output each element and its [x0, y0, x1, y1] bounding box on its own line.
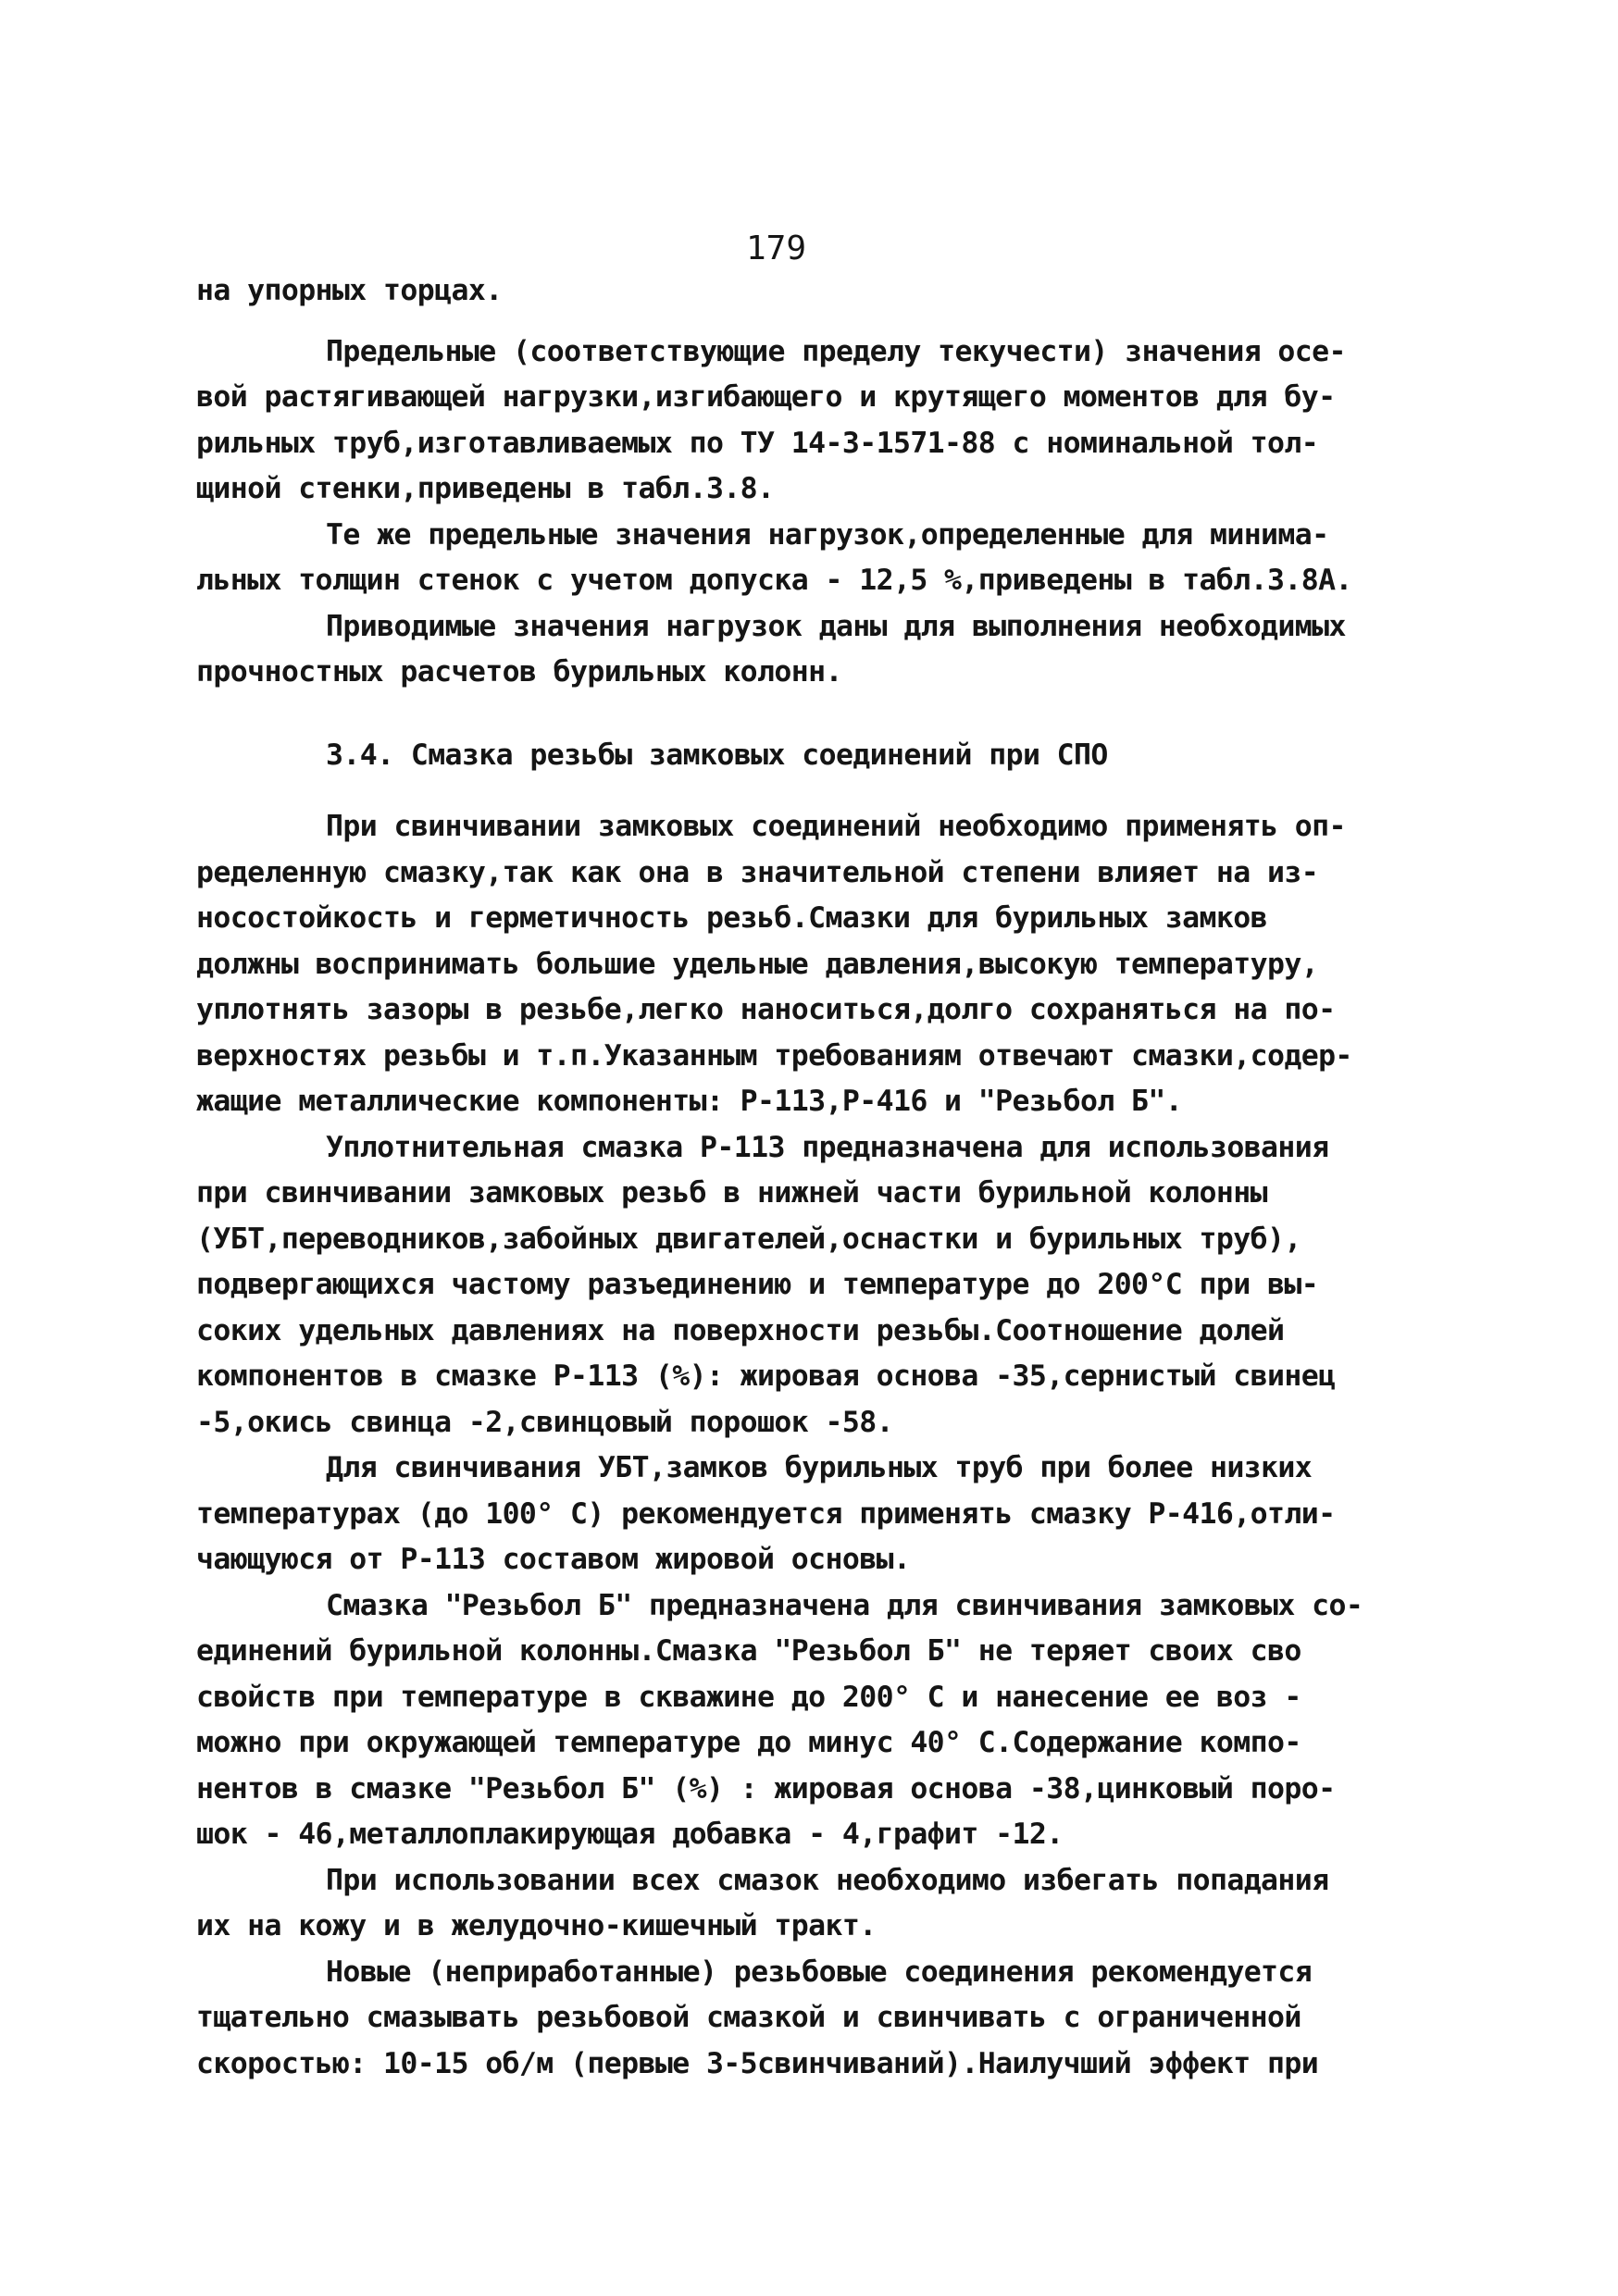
text-line: Предельные (соответствующие пределу текучести) значения осе- [326, 334, 1346, 368]
text-line: чающуюся от Р-113 составом жировой основы. [196, 1543, 911, 1576]
text-line: их на кожу и в желудочно-кишечный тракт. [196, 1909, 877, 1942]
page-number: 179 [746, 230, 807, 267]
text-line: Для свинчивания УБТ,замков бурильных труб при более низких [326, 1451, 1313, 1484]
text-line: Уплотнительная смазка Р-113 предназначена для использования [326, 1130, 1329, 1164]
text-line: верхностях резьбы и т.п.Указанным требованиям отвечают смазки,содер- [196, 1038, 1352, 1073]
text-line: -5,окись свинца -2,свинцовый порошок -58. [196, 1405, 893, 1439]
text-line: льных толщин стенок с учетом допуска - 12,5 %,приведены в табл.3.8А. [196, 564, 1352, 597]
text-line: компонентов в смазке Р-113 (%): жировая основа -35,сернистый свинец [196, 1359, 1336, 1393]
text-line: подвергающихся частому разъединению и температуре до 200°С при вы- [196, 1268, 1319, 1301]
text-line: скоростью: 10-15 об/м (первые 3-5свинчиваний).Наилучший эффект при [196, 2046, 1319, 2080]
text-line: рильных труб,изготавливаемых по ТУ 14-3-1571-88 с номинальной тол- [196, 426, 1319, 460]
section-heading: 3.4. Смазка резьбы замковых соединений при СПО [326, 738, 1108, 772]
text-line: При использовании всех смазок необходимо избегать попадания [326, 1863, 1329, 1897]
text-line: единений бурильной колонны.Смазка "Резьбол Б" не теряет своих сво [196, 1634, 1301, 1668]
text-line: можно при окружающей температуре до минус 40° С.Содержание компо- [196, 1726, 1301, 1759]
text-line: на упорных торцах. [196, 274, 503, 307]
text-line: должны воспринимать большие удельные давления,высокую температуру, [196, 947, 1319, 981]
text-line: жащие металлические компоненты: Р-113,Р-416 и "Резьбол Б". [196, 1085, 1183, 1118]
text-line: Те же предельные значения нагрузок,определенные для минима- [326, 517, 1329, 552]
text-line: прочностных расчетов бурильных колонн. [196, 655, 842, 689]
text-line: Новые (неприработанные) резьбовые соединения рекомендуется [326, 1955, 1313, 1989]
text-line: шок - 46,металлоплакирующая добавка - 4,графит -12. [196, 1818, 1064, 1851]
text-line: щиной стенки,приведены в табл.3.8. [196, 472, 775, 505]
text-line: свойств при температуре в скважине до 200° С и нанесение ее воз - [196, 1680, 1301, 1714]
text-line: при свинчивании замковых резьб в нижней части бурильной колонны [196, 1176, 1267, 1210]
text-line: Смазка "Резьбол Б" предназначена для свинчивания замковых со- [326, 1588, 1363, 1622]
text-line: При свинчивании замковых соединений необходимо применять оп- [326, 810, 1346, 843]
text-line: (УБТ,переводников,забойных двигателей,оснастки и бурильных труб), [196, 1222, 1301, 1256]
body-text [196, 268, 1427, 2087]
text-line: ределенную смазку,так как она в значительной степени влияет на из- [196, 855, 1319, 889]
text-line: Приводимые значения нагрузок даны для выполнения необходимых [326, 609, 1346, 643]
text-line: тщательно смазывать резьбовой смазкой и свинчивать с ограниченной [196, 2001, 1301, 2034]
text-line: соких удельных давлениях на поверхности резьбы.Соотношение долей [196, 1313, 1285, 1347]
text-line: носостойкость и герметичность резьб.Смазки для бурильных замков [196, 901, 1267, 935]
text-line: нентов в смазке "Резьбол Б" (%) : жировая основа -38,цинковый поро- [196, 1771, 1336, 1806]
text-line: температурах (до 100° С) рекомендуется применять смазку Р-416,отли- [196, 1496, 1336, 1531]
text-line: уплотнять зазоры в резьбе,легко наноситься,долго сохраняться на по- [196, 993, 1336, 1026]
text-line: вой растягивающей нагрузки,изгибающего и крутящего моментов для бу- [196, 380, 1336, 414]
